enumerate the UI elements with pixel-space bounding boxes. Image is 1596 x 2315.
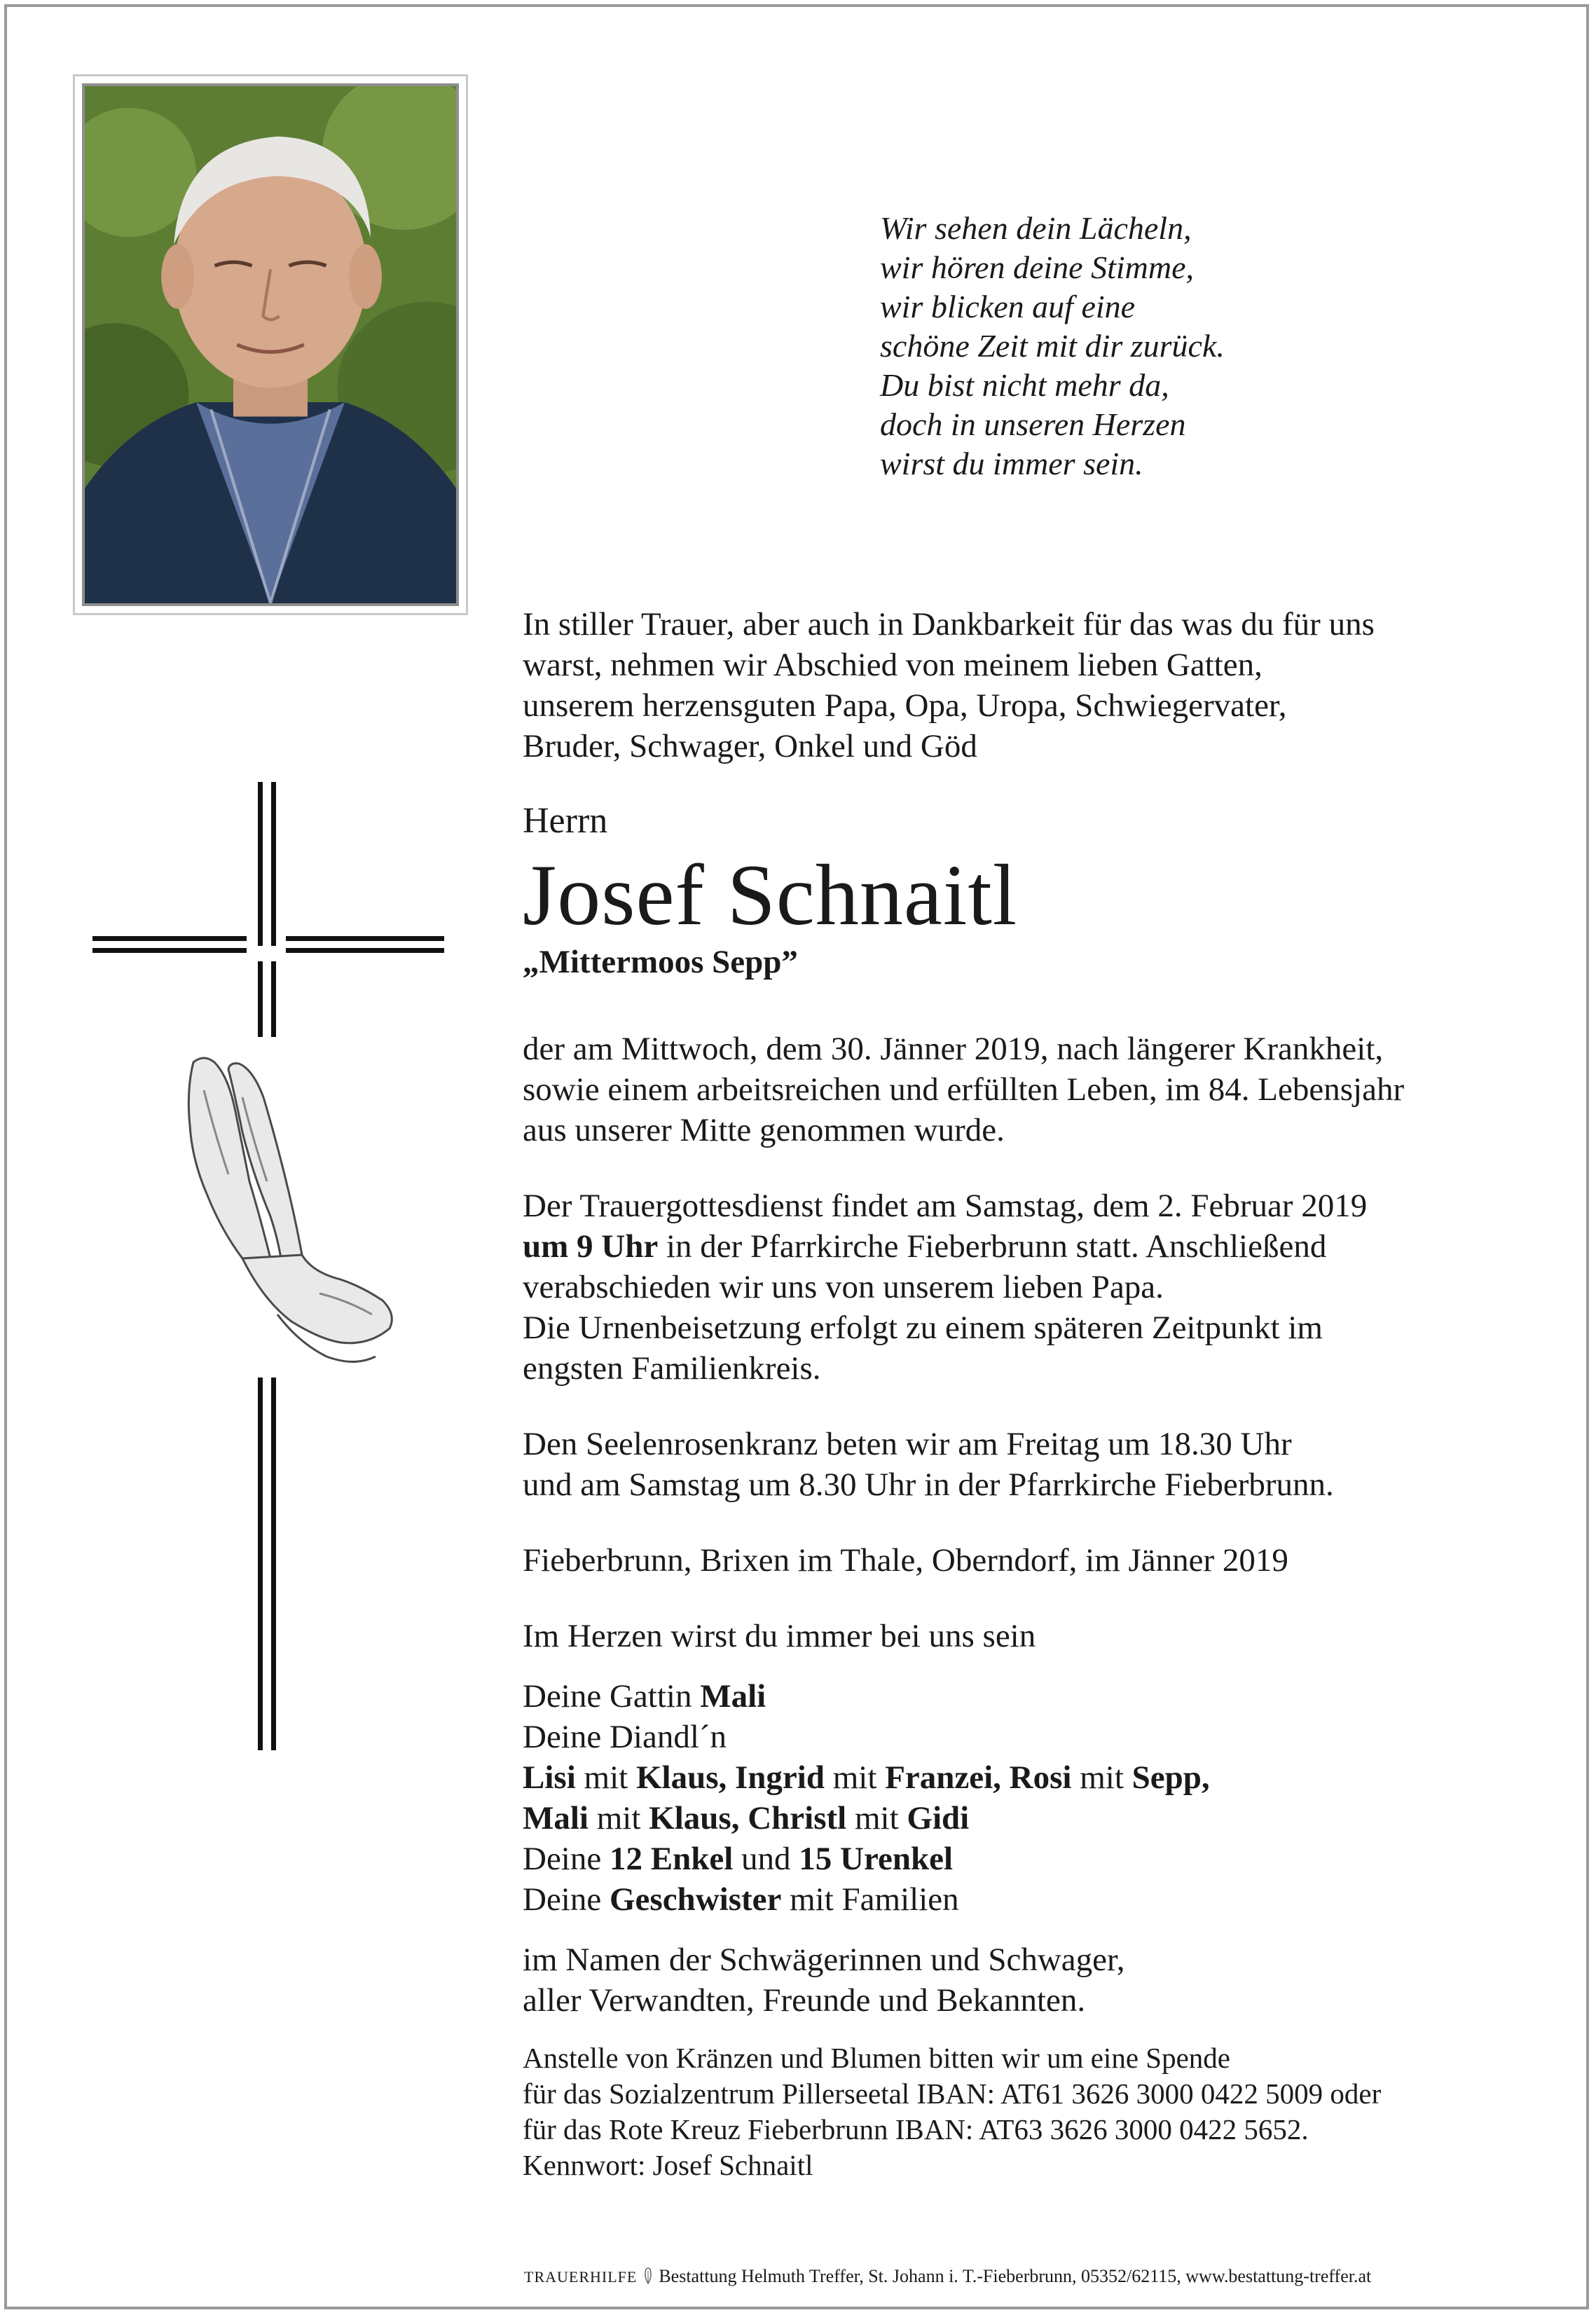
mourner-name: Klaus, Christl bbox=[649, 1800, 847, 1836]
nickname: „Mittermoos Sepp” bbox=[523, 944, 798, 980]
cross-left-arm bbox=[92, 936, 247, 953]
place-date: Fieberbrunn, Brixen im Thale, Oberndorf, im Jänner 2019 bbox=[523, 1542, 1288, 1579]
mourner-conj: mit bbox=[825, 1759, 886, 1796]
mourner-prefix: Deine Gattin bbox=[523, 1678, 701, 1715]
mourner-line bbox=[523, 1757, 1504, 1798]
mourner-name: Klaus, Ingrid bbox=[635, 1759, 825, 1796]
obituary-body bbox=[523, 604, 1504, 2183]
mourner-suffix: mit Familien bbox=[781, 1881, 959, 1918]
mourner-name: Sepp, bbox=[1131, 1759, 1210, 1796]
service-line: Die Urnenbeisetzung erfolgt zu einem späteren Zeitpunkt im bbox=[523, 1310, 1323, 1346]
on-behalf-line: aller Verwandten, Freunde und Bekannten. bbox=[523, 1982, 1086, 2019]
footer bbox=[524, 2265, 1519, 2289]
service-location: in der Pfarrkirche Fieberbrunn statt. Anschließend bbox=[658, 1228, 1327, 1265]
cross-lower-beam bbox=[258, 1378, 276, 1750]
service-line: engsten Familienkreis. bbox=[523, 1350, 821, 1387]
mourner-line bbox=[523, 1798, 1504, 1839]
deceased-name: Josef Schnaitl bbox=[523, 847, 1018, 943]
cross-middle-beam bbox=[258, 961, 276, 1037]
cross-right-arm bbox=[286, 936, 444, 953]
poem-line: doch in unseren Herzen bbox=[880, 406, 1186, 442]
praying-hands-icon bbox=[137, 1048, 404, 1371]
service-info bbox=[523, 1186, 1504, 1389]
on-behalf bbox=[523, 1939, 1504, 2021]
donation-line: Anstelle von Kränzen und Blumen bitten wir um eine Spende bbox=[523, 2042, 1230, 2074]
mourner-name: Mali bbox=[523, 1800, 589, 1836]
leaf-icon bbox=[642, 2265, 654, 2285]
mourner-conj: mit bbox=[846, 1800, 907, 1836]
mourner-line bbox=[523, 1676, 1504, 1717]
mourner-conj: mit bbox=[575, 1759, 636, 1796]
rosary-info bbox=[523, 1424, 1504, 1505]
mourner-line bbox=[523, 1839, 1504, 1879]
poem bbox=[880, 209, 1370, 483]
mourner-name: 12 Enkel bbox=[609, 1841, 734, 1877]
footer-brand: TRAUERHILFE bbox=[524, 2268, 638, 2286]
donation-request bbox=[523, 2040, 1504, 2183]
mourners-list bbox=[523, 1676, 1504, 1920]
poem-line: wir blicken auf eine bbox=[880, 289, 1136, 324]
death-notice-line: sowie einem arbeitsreichen und erfüllten Leben, im 84. Lebensjahr bbox=[523, 1071, 1405, 1108]
farewell-line: Im Herzen wirst du immer bei uns sein bbox=[523, 1618, 1036, 1654]
portrait-photo-frame bbox=[73, 74, 468, 615]
mourner-name: Gidi bbox=[907, 1800, 970, 1836]
mourner-name: Franzei, Rosi bbox=[885, 1759, 1072, 1796]
mourner-prefix: Deine bbox=[523, 1881, 610, 1918]
poem-line: Wir sehen dein Lächeln, bbox=[880, 210, 1192, 246]
mourner-conj: mit bbox=[588, 1800, 649, 1836]
service-line: verabschieden wir uns von unserem lieben Papa. bbox=[523, 1269, 1164, 1305]
rosary-line: Den Seelenrosenkranz beten wir am Freitag um 18.30 Uhr bbox=[523, 1426, 1292, 1462]
poem-line: wirst du immer sein. bbox=[880, 446, 1143, 481]
rosary-line: und am Samstag um 8.30 Uhr in der Pfarrkirche Fieberbrunn. bbox=[523, 1466, 1334, 1503]
donation-line: Kennwort: Josef Schnaitl bbox=[523, 2149, 813, 2181]
death-notice-line: aus unserer Mitte genommen wurde. bbox=[523, 1112, 1005, 1148]
poem-line: Du bist nicht mehr da, bbox=[880, 367, 1169, 403]
on-behalf-line: im Namen der Schwägerinnen und Schwager, bbox=[523, 1942, 1125, 1978]
mourner-name: Lisi bbox=[523, 1759, 576, 1796]
poem-line: schöne Zeit mit dir zurück. bbox=[880, 328, 1225, 364]
poem-line: wir hören deine Stimme, bbox=[880, 249, 1195, 285]
intro-line: Bruder, Schwager, Onkel und Göd bbox=[523, 728, 977, 764]
death-notice-line: der am Mittwoch, dem 30. Jänner 2019, nach längerer Krankheit, bbox=[523, 1031, 1384, 1067]
intro-line: warst, nehmen wir Abschied von meinem lieben Gatten, bbox=[523, 647, 1263, 683]
mourner-line bbox=[523, 1879, 1504, 1920]
service-line bbox=[523, 1226, 1504, 1267]
intro-line: unserem herzensguten Papa, Opa, Uropa, Schwiegervater, bbox=[523, 687, 1287, 724]
salutation: Herrn bbox=[523, 801, 608, 841]
service-time: um 9 Uhr bbox=[523, 1228, 659, 1265]
mourner-line: Deine Diandl´n bbox=[523, 1719, 727, 1755]
footer-text: Bestattung Helmuth Treffer, St. Johann i. T.-Fieberbrunn, 05352/62115, www.bestattung-treffer.at bbox=[659, 2266, 1372, 2286]
mourner-name: Mali bbox=[700, 1678, 766, 1715]
donation-line: für das Rote Kreuz Fieberbrunn IBAN: AT63 3626 3000 0422 5652. bbox=[523, 2113, 1309, 2145]
mourner-name: 15 Urenkel bbox=[799, 1841, 954, 1877]
portrait-photo bbox=[85, 86, 456, 603]
mourner-conj: mit bbox=[1071, 1759, 1132, 1796]
service-line: Der Trauergottesdienst findet am Samstag, dem 2. Februar 2019 bbox=[523, 1188, 1368, 1224]
cross-upper-beam bbox=[258, 782, 276, 946]
mourner-name: Geschwister bbox=[609, 1881, 782, 1918]
intro-line: In stiller Trauer, aber auch in Dankbarkeit für das was du für uns bbox=[523, 606, 1375, 643]
donation-line: für das Sozialzentrum Pillerseetal IBAN: AT61 3626 3000 0422 5009 oder bbox=[523, 2077, 1382, 2110]
mourner-prefix: Deine bbox=[523, 1841, 610, 1877]
mourner-conj: und bbox=[733, 1841, 799, 1877]
